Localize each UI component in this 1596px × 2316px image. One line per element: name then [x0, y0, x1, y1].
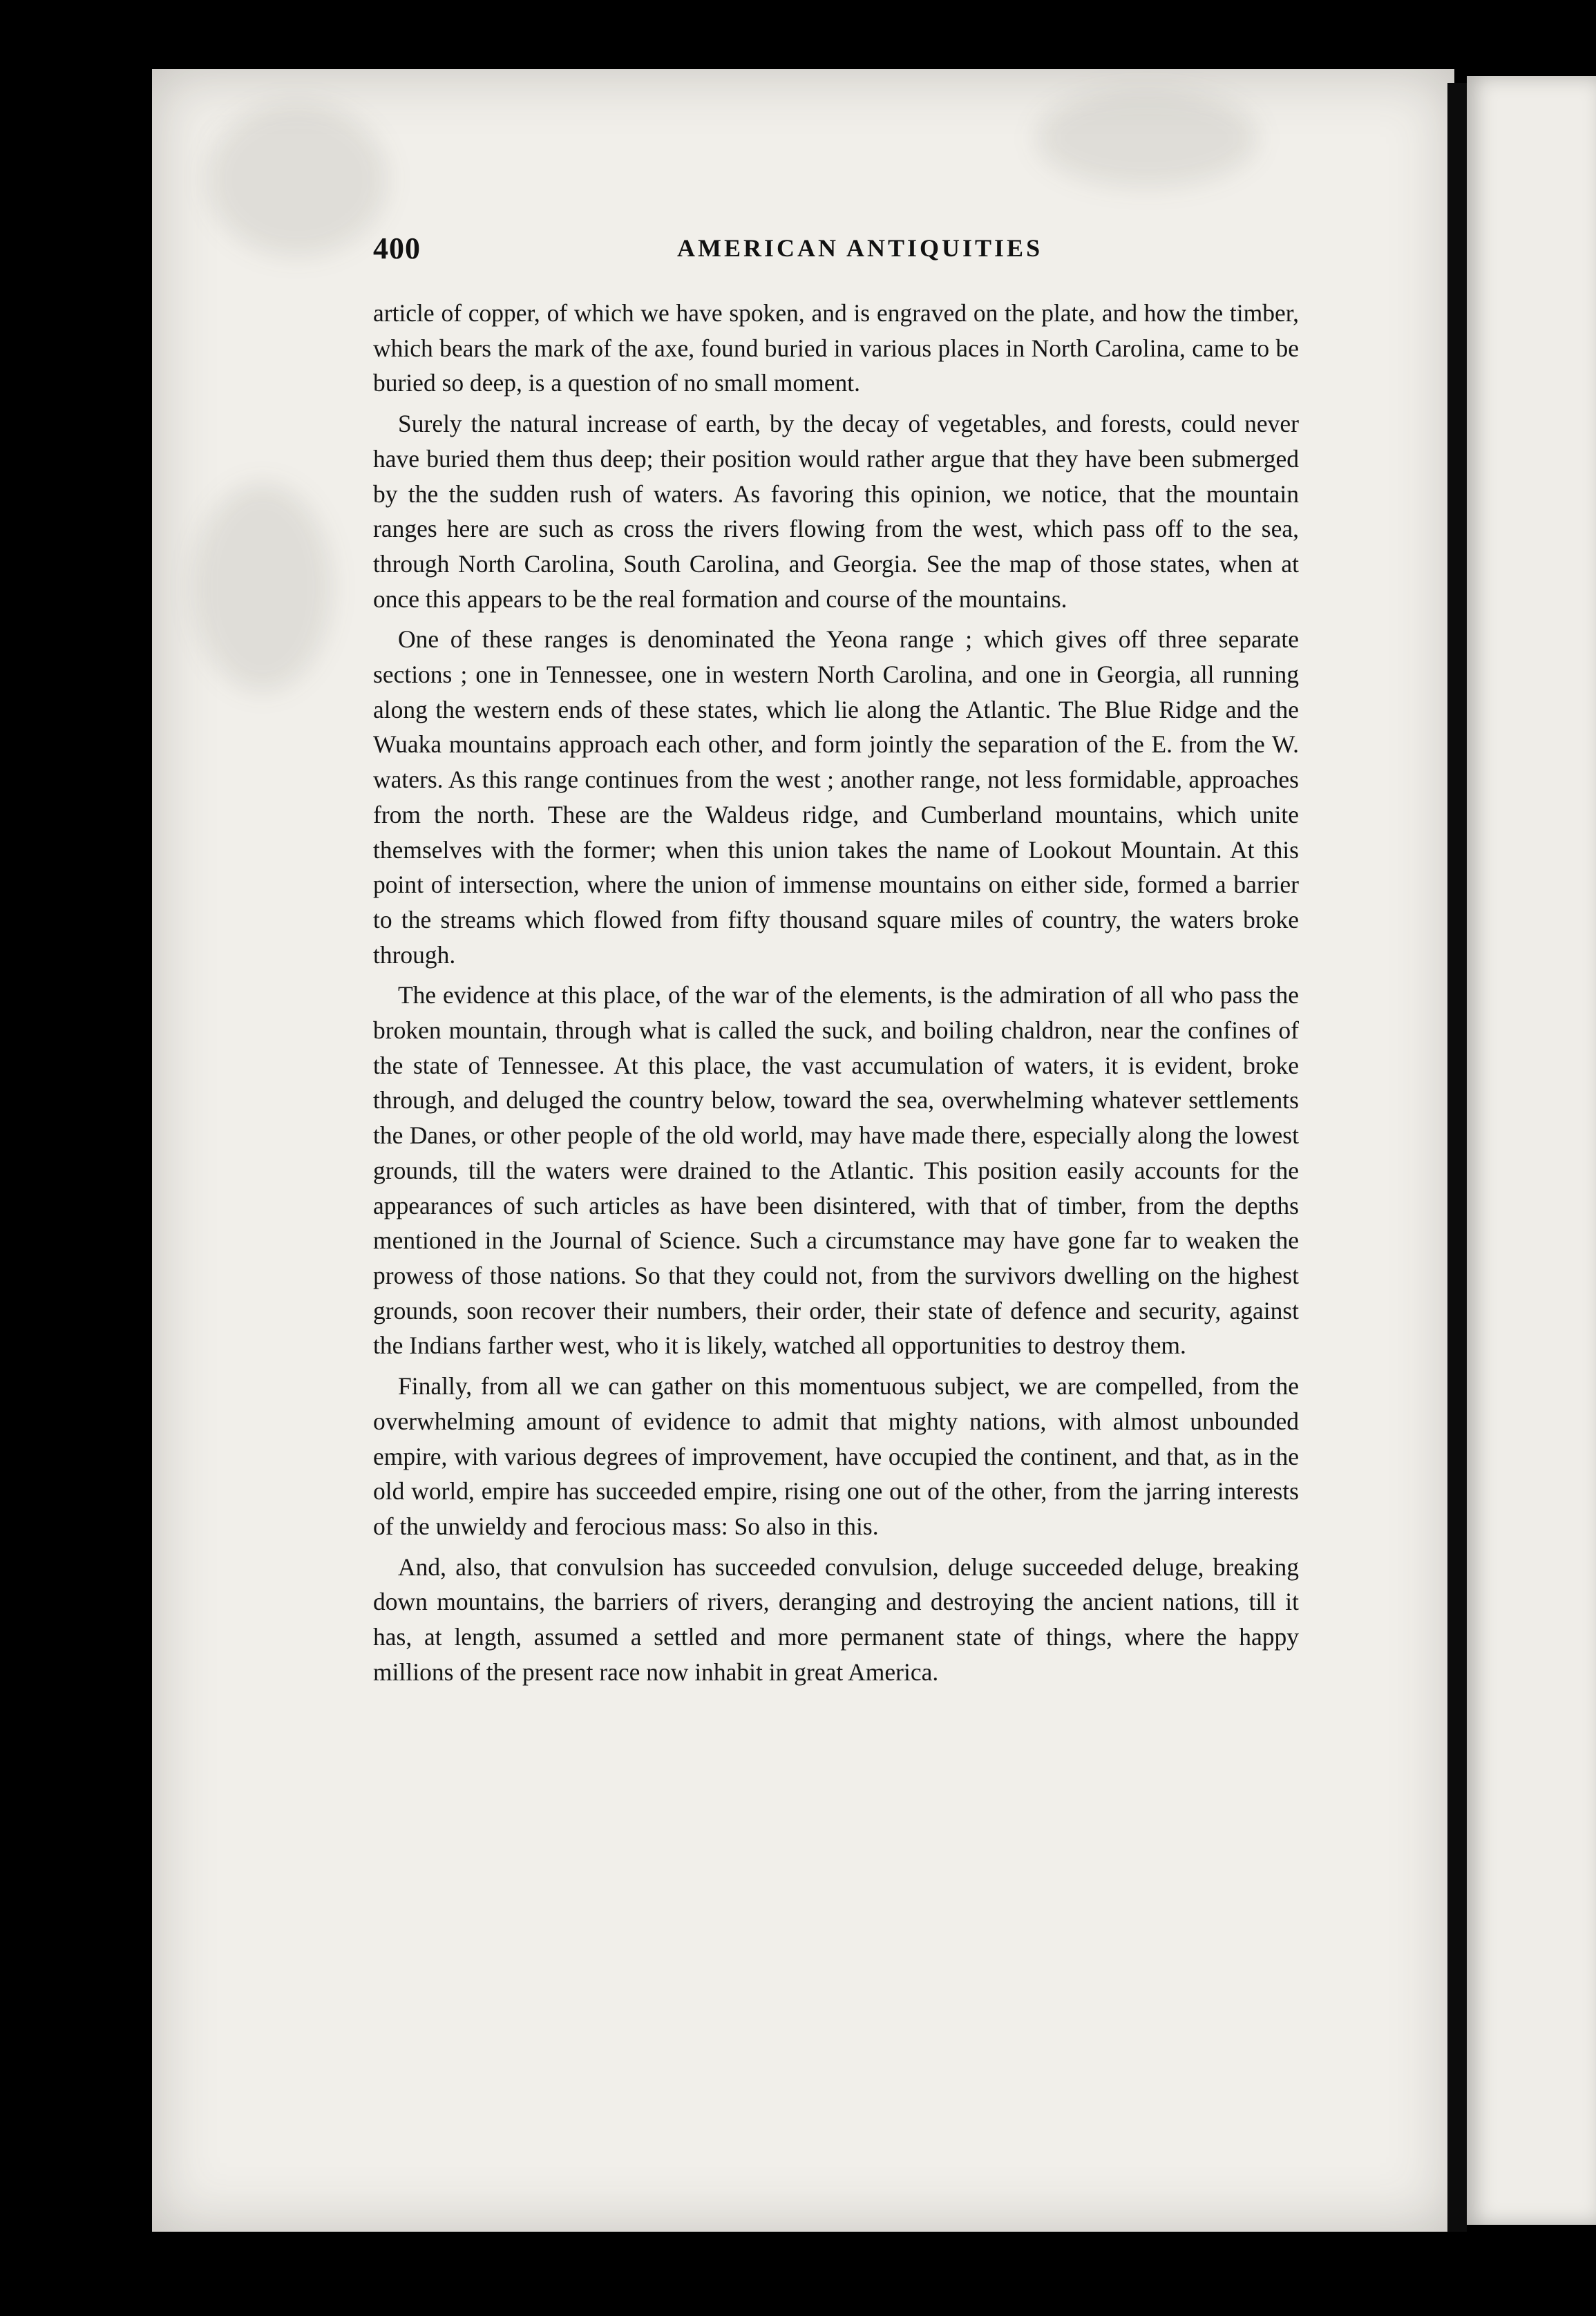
page-gutter	[1447, 83, 1467, 2232]
right-page-edge	[1467, 76, 1596, 2225]
paragraph: And, also, that convulsion has succeeded convulsion, deluge succeeded deluge, breaking down mountains, the barriers of rivers, deranging and destroying the ancient nations, till it has, at length, assumed a settled and more permanent state of things, where the happy millions of the present race now inhabit in great America.	[373, 1553, 1299, 1686]
paragraph: Finally, from all we can gather on this momentuous subject, we are compelled, from the overwhelming amount of evidence to admit that mighty nations, with almost unbounded empire, with various degrees of improvement, have occupied the continent, and that, as in the old world, empire has succeeded empire, rising one out of the other, from the jarring interests of the unwieldy and ferocious mass: So also in this.	[373, 1372, 1299, 1540]
paragraph: The evidence at this place, of the war of the elements, is the admiration of all who pass the broken mountain, through what is called the suck, and boiling chaldron, near the confines of the state of Tennessee. At this place, the vast accumulation of waters, it is evident, broke through, and deluged the country below, toward the sea, overwhelming whatever settlements the Danes, or other people of the old world, may have made there, especially along the lowest grounds, till the waters were drained to the Atlantic. This position easily accounts for the appearances of such articles as have been disintered, with that of timber, from the depths mentioned in the Journal of Science. Such a circumstance may have gone far to weaken the prowess of those nations. So that they could not, from the survivors dwelling on the highest grounds, soon recover their numbers, their order, their state of defence and security, against the Indians farther west, who it is likely, watched all opportunities to destroy them.	[373, 981, 1299, 1360]
stain-mark	[1036, 90, 1257, 187]
paragraph: article of copper, of which we have spoken, and is engraved on the plate, and how the timber, which bears the mark of the axe, found buried in various places in North Carolina, came to be buried so deep, is a question of no small moment.	[373, 299, 1299, 397]
paragraph: Surely the natural increase of earth, by the decay of vegetables, and forests, could never have buried them thus deep; their position would rather argue that they have been submerged by the the sudden rush of waters. As favoring this opinion, we notice, that the mountain ranges here are such as cross the rivers flowing from the west, which pass off to the sea, through North Carolina, South Carolina, and Georgia. See the map of those states, when at once this appears to be the real formation and course of the mountains.	[373, 410, 1299, 613]
stain-mark	[207, 104, 387, 256]
running-head	[373, 231, 1368, 269]
running-title: AMERICAN ANTIQUITIES	[677, 234, 1043, 262]
stain-mark	[193, 484, 332, 691]
paragraph: One of these ranges is denominated the Yeona range ; which gives off three separate sections ; one in Tennessee, one in western North Carolina, and one in Georgia, all running along the western ends of these states, which lie along the Atlantic. The Blue Ridge and the Wuaka mountains approach each other, and form jointly the separation of the E. from the W. waters. As this range continues from the west ; another range, not less formidable, approaches from the north. These are the Waldeus ridge, and Cumberland mountains, which unite themselves with the former; when this union takes the name of Lookout Mountain. At this point of intersection, where the union of immense mountains on either side, formed a barrier to the streams which flowed from fifty thousand square miles of country, the waters broke through.	[373, 625, 1299, 969]
page-number: 400	[373, 231, 421, 265]
body-text	[373, 296, 1299, 1695]
